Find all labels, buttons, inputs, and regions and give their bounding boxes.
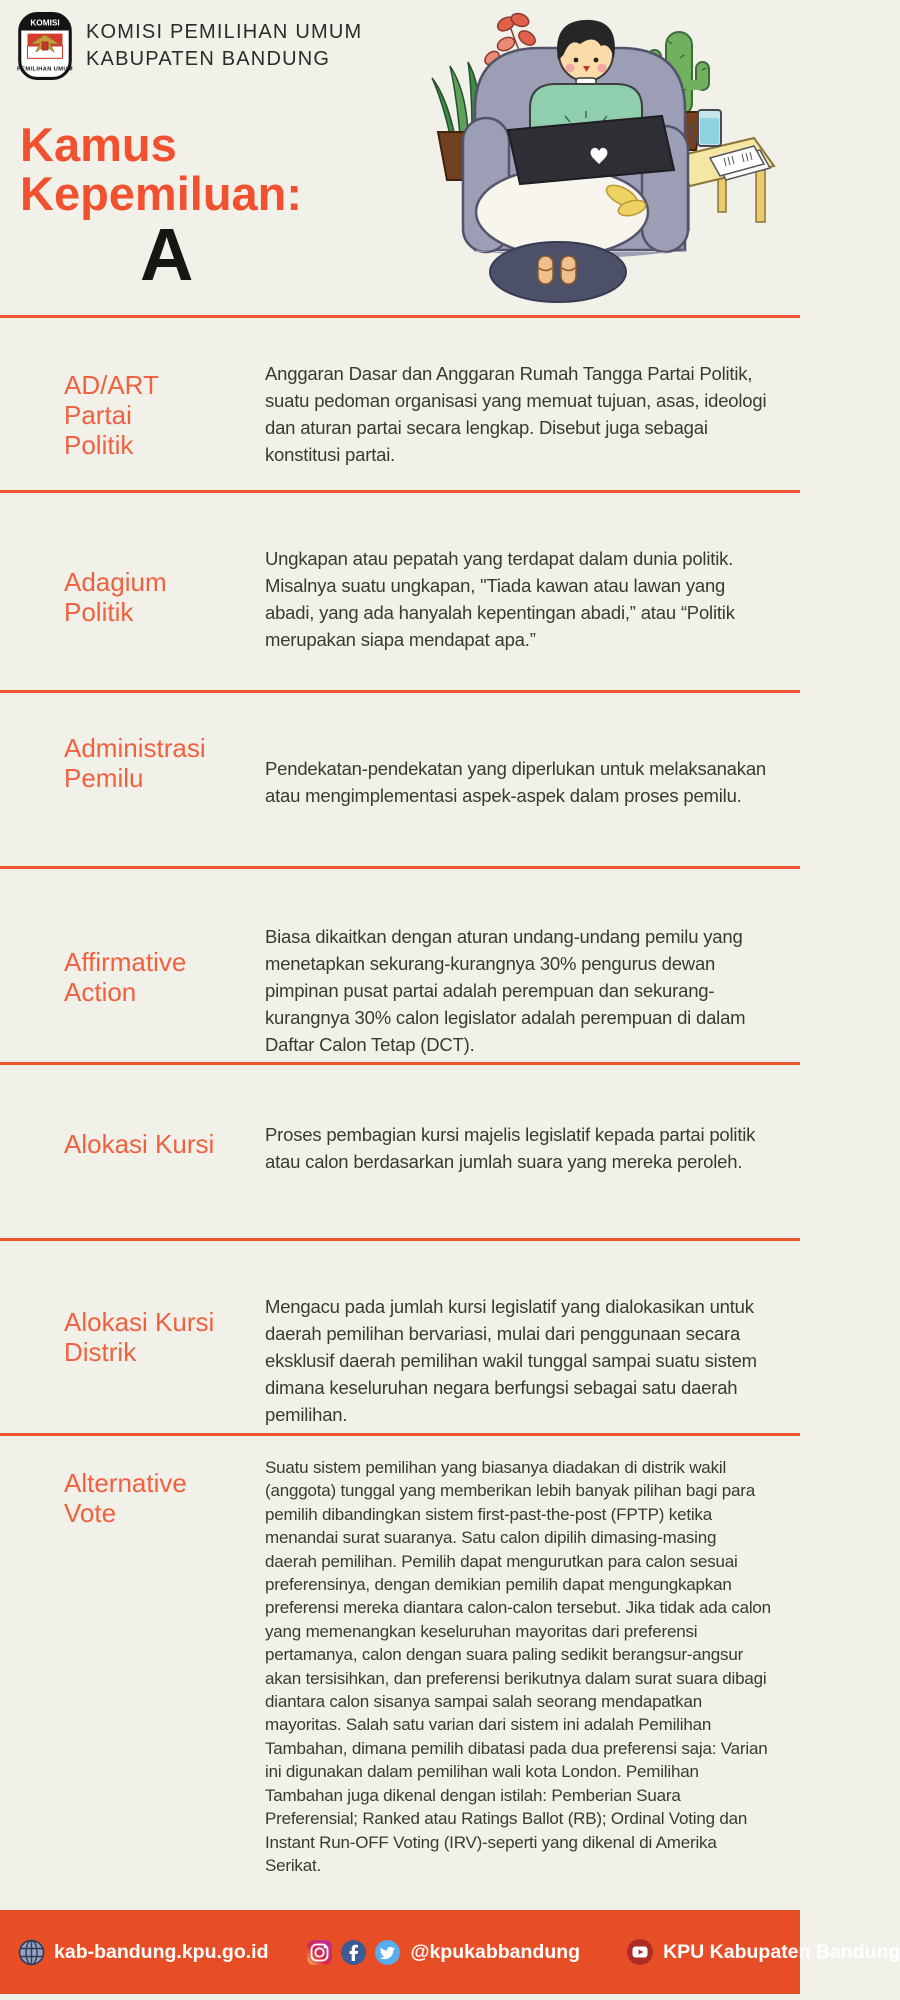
term-label: Alokasi Kursi xyxy=(64,1129,215,1159)
youtube-icon[interactable] xyxy=(626,1938,654,1966)
letter-heading: A xyxy=(140,213,194,296)
definition-text: Biasa dikaitkan dengan aturan undang-undang pemilu yang menetapkan sekurang-kurangnya 30% pengurus dewan pimpinan pusat partai adalah perempuan dan sekurang-kurangnya 30% calon legislator adalah perempuan di dalam Daftar Calon Tetap (DCT). xyxy=(265,926,746,1055)
logo-top-text: KOMISI xyxy=(30,18,60,28)
social-handle-group xyxy=(306,1939,580,1966)
website-link[interactable] xyxy=(18,1939,268,1966)
kpu-logo xyxy=(18,12,72,80)
term-label: Alternative Vote xyxy=(64,1468,187,1528)
term-label: Alokasi Kursi Distrik xyxy=(64,1307,215,1367)
dictionary-entry xyxy=(0,1433,800,1908)
twitter-icon[interactable] xyxy=(374,1939,401,1966)
term-label: Adagium Politik xyxy=(64,567,167,627)
dictionary-entry xyxy=(0,315,800,490)
facebook-icon[interactable] xyxy=(340,1939,367,1966)
footer-bar xyxy=(0,1910,900,1994)
instagram-icon[interactable] xyxy=(306,1939,333,1966)
dictionary-entry xyxy=(0,1062,800,1238)
dictionary-entry xyxy=(0,866,800,1062)
term-label: Administrasi Pemilu xyxy=(64,733,206,793)
definition-text: Pendekatan-pendekatan yang diperlukan untuk melaksanakan atau mengimplementasi aspek-aspek dalam proses pemilu. xyxy=(265,758,767,806)
title-line1: Kamus xyxy=(20,118,177,171)
dictionary-entry xyxy=(0,1238,800,1433)
org-name xyxy=(86,19,362,73)
title-line2: Kepemiluan: xyxy=(20,167,303,220)
rug-illustration xyxy=(490,242,626,302)
definition-text: Suatu sistem pemilihan yang biasanya diadakan di distrik wakil (anggota) tunggal yang memberikan lebih banyak pilihan bagi para pemilih dibandingkan sistem first-past-the-post (FPTP) ketika menandai surat suaranya. Satu calon dipilih dimasing-masing daerah pemilihan. Pemilih dapat mengurutkan para calon sesuai preferensinya, dengan demikian pemilih dapat mengungkapkan preferensi mereka diantara calon-calon tersebut. Jika tidak ada calon yang memenangkan keseluruhan mayoritas dari preferensi pertamanya, calon dengan suara paling sedikit berangsur-angsur akan tersisihkan, dan preferensi berikutnya dalam surat suara dibagi diantara calon sisanya sampai salah seorang mendapatkan mayoritas. Salah satu varian dari sistem ini adalah Pemilihan Tambahan, dimana pemilih dibatasi pada dua preferensi saja: Varian ini digunakan dalam pemilihan wali kota London. Pemilihan Tambahan juga dikenal dengan istilah: Pemberian Suara Preferensial; Ranked atau Ratings Ballot (RB); Ordinal Voting dan Instant Run-OFF Voting (IRV)-seperti yang dikenal di Amerika Serikat. xyxy=(265,1458,771,1875)
definition-text: Ungkapan atau pepatah yang terdapat dalam dunia politik. Misalnya suatu ungkapan, "Tiada kawan atau lawan yang abadi, yang ada hanyalah kepentingan abadi,” atau “Politik merupakan siapa mendapat apa.” xyxy=(265,548,735,650)
youtube-channel-group xyxy=(626,1938,900,1966)
dictionary-entry xyxy=(0,690,800,866)
term-label: Affirmative Action xyxy=(64,947,187,1007)
social-handle-text[interactable]: @kpukabbandung xyxy=(410,1940,581,1963)
logo-bottom-text: PEMILIHAN UMUM xyxy=(16,66,74,73)
reading-person-illustration xyxy=(380,0,800,310)
website-text: kab-bandung.kpu.go.id xyxy=(54,1940,269,1963)
dictionary-entry xyxy=(0,490,800,690)
definition-text: Anggaran Dasar dan Anggaran Rumah Tangga Partai Politik, suatu pedoman organisasi yang memuat tujuan, asas, ideologi dan aturan partai secara lengkap. Disebut juga sebagai konstitusi partai. xyxy=(265,363,767,465)
page-title xyxy=(20,120,302,218)
globe-icon xyxy=(18,1939,45,1966)
org-line1: KOMISI PEMILIHAN UMUM xyxy=(86,21,363,43)
youtube-channel-text[interactable]: KPU Kabupaten Bandung xyxy=(663,1940,900,1963)
org-line2: KABUPATEN BANDUNG xyxy=(86,48,331,70)
definition-text: Mengacu pada jumlah kursi legislatif yang dialokasikan untuk daerah pemilihan bervariasi, mulai dari penggunaan secara eksklusif daerah pemilihan wakil tunggal sampai suatu sistem dimana keseluruhan negara berfungsi sebagai satu daerah pemilihan. xyxy=(265,1296,757,1425)
header xyxy=(18,12,362,80)
entry-list xyxy=(0,315,800,1908)
definition-text: Proses pembagian kursi majelis legislatif kepada partai politik atau calon berdasarkan jumlah suara yang mereka peroleh. xyxy=(265,1124,756,1172)
term-label: AD/ART Partai Politik xyxy=(64,370,159,460)
